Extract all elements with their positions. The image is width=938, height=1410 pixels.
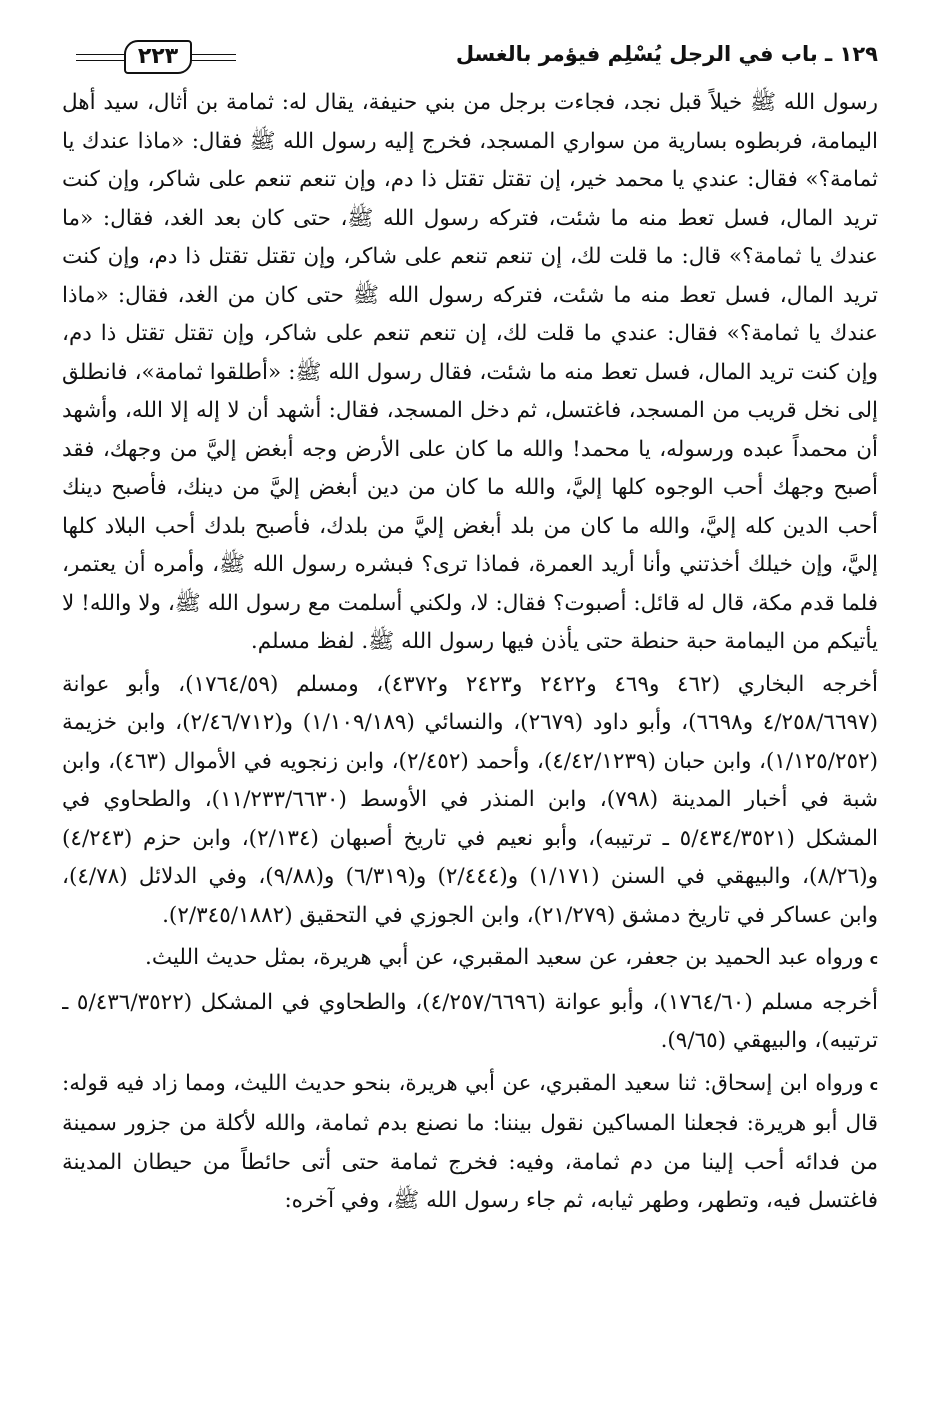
- hadith-paragraph: [62, 84, 878, 662]
- page-number: ٢٢٣: [124, 40, 192, 74]
- paragraph-text: ورواه عبد الحميد بن جعفر، عن سعيد المقبري، عن أبي هريرة، بمثل حديث الليث.: [145, 945, 864, 970]
- paragraph-text: أخرجه مسلم (١٧٦٤/٦٠)، وأبو عوانة (٤/٢٥٧/٦٦٩٦)، والطحاوي في المشكل (٥/٤٣٦/٣٥٢٢ ـ ترتيبه)، والبيهقي (٩/٦٥).: [62, 989, 878, 1053]
- narration-paragraph: [62, 939, 878, 980]
- main-text: [62, 84, 878, 1221]
- takhrij-paragraph: [62, 666, 878, 936]
- paragraph-marker: c: [869, 952, 878, 968]
- paragraph-marker: c: [869, 1077, 878, 1094]
- page-header: [62, 36, 878, 84]
- takhrij-paragraph: [62, 984, 878, 1061]
- narration-paragraph: [62, 1065, 878, 1221]
- running-title: ١٢٩ ـ باب في الرجل يُسْلِم فيؤمر بالغسل: [455, 42, 878, 66]
- book-page: [62, 36, 878, 1366]
- paragraph-text: رسول الله ﷺ خيلاً قبل نجد، فجاءت برجل من بني حنيفة، يقال له: ثمامة بن أثال، سيد أهل اليمامة، فربطوه بسارية من سواري المسجد، فخرج إليه رسول الله ﷺ فقال: «ماذا عندك يا ثمامة؟» فقال: عندي يا محمد خير، إن تقتل تقتل ذا دم، وإن تنعم تنعم على شاكر، وإن كنت تريد المال، فسل تعط منه ما شئت، فتركه رسول الله ﷺ، حتى كان بعد الغد، فقال: «ما عندك يا ثمامة؟» قال: ما قلت لك، إن تنعم تنعم على شاكر، وإن تقتل تقتل ذا دم، وإن كنت تريد المال، فسل تعط منه ما شئت، فتركه رسول الله ﷺ حتى كان من الغد، فقال: «ماذا عندك يا ثمامة؟» فقال: عندي ما قلت لك، إن تنعم تنعم على شاكر، وإن تقتل تقتل ذا دم، وإن كنت تريد المال، فسل تعط منه ما شئت، فقال رسول الله ﷺ: «أطلقوا ثمامة»، فانطلق إلى نخل قريب من المسجد، فاغتسل، ثم دخل المسجد، فقال: أشهد أن لا إله إلا الله، وأشهد أن محمداً عبده ورسوله، يا محمد! والله ما كان على الأرض وجه أبغض إليَّ من وجهك، فقد أصبح وجهك أحب الوجوه كلها إليَّ، والله ما كان من دين أبغض إليَّ من دينك، فأصبح دينك أحب الدين كله إليَّ، والله ما كان من بلد أبغض إليَّ من بلدك، فأصبح بلدك أحب البلاد كلها إليَّ، وإن خيلك أخذتني وأنا أريد العمرة، فماذا ترى؟ فبشره رسول الله ﷺ، وأمره أن يعتمر، فلما قدم مكة، قال له قائل: أصبوت؟ فقال: لا، ولكني أسلمت مع رسول الله ﷺ، ولا والله! لا يأتيكم من اليمامة حبة حنطة حتى يأذن فيها رسول الله ﷺ. لفظ مسلم.: [62, 90, 878, 654]
- paragraph-text: أخرجه البخاري (٤٦٢ و٤٦٩ و٢٤٢٢ و٢٤٢٣ و٤٣٧٢)، ومسلم (١٧٦٤/٥٩)، وأبو عوانة (٤/٢٥٨/٦٦٩٧ و٦٦٩٨)، وأبو داود (٢٦٧٩)، والنسائي (١/١٠٩/١٨٩) و(٢/٤٦/٧١٢)، وابن خزيمة (١/١٢٥/٢٥٢)، وابن حبان (٤/٤٢/١٢٣٩)، وأحمد (٢/٤٥٢)، وابن زنجويه في الأموال (٤٦٣)، وابن شبة في أخبار المدينة (٧٩٨)، وابن المنذر في الأوسط (١١/٢٣٣/٦٦٣٠)، والطحاوي في المشكل (٥/٤٣٤/٣٥٢١ ـ ترتيبه)، وأبو نعيم في تاريخ أصبهان (٢/١٣٤)، وابن حزم (٤/٢٤٣) و(٨/٢٦)، والبيهقي في السنن (١/١٧١) و(٢/٤٤٤) و(٦/٣١٩) و(٩/٨٨)، وفي الدلائل (٤/٧٨)، وابن عساكر في تاريخ دمشق (٢١/٢٧٩)، وابن الجوزي في التحقيق (٢/٣٤٥/١٨٨٢).: [62, 671, 878, 928]
- page-number-ornament: [76, 40, 236, 74]
- paragraph-text: ورواه ابن إسحاق: ثنا سعيد المقبري، عن أبي هريرة، بنحو حديث الليث، ومما زاد فيه قوله: قال أبو هريرة: فجعلنا المساكين نقول بيننا: ما نصنع بدم ثمامة، والله لأكلة من جزور سمينة من فدائه أحب إلينا من دم ثمامة، وفيه: فخرج ثمامة حتى أتى حائطاً من حيطان المدينة فاغتسل فيه، وتطهر، وطهر ثيابه، ثم جاء رسول الله ﷺ، وفي آخره:: [62, 1070, 878, 1213]
